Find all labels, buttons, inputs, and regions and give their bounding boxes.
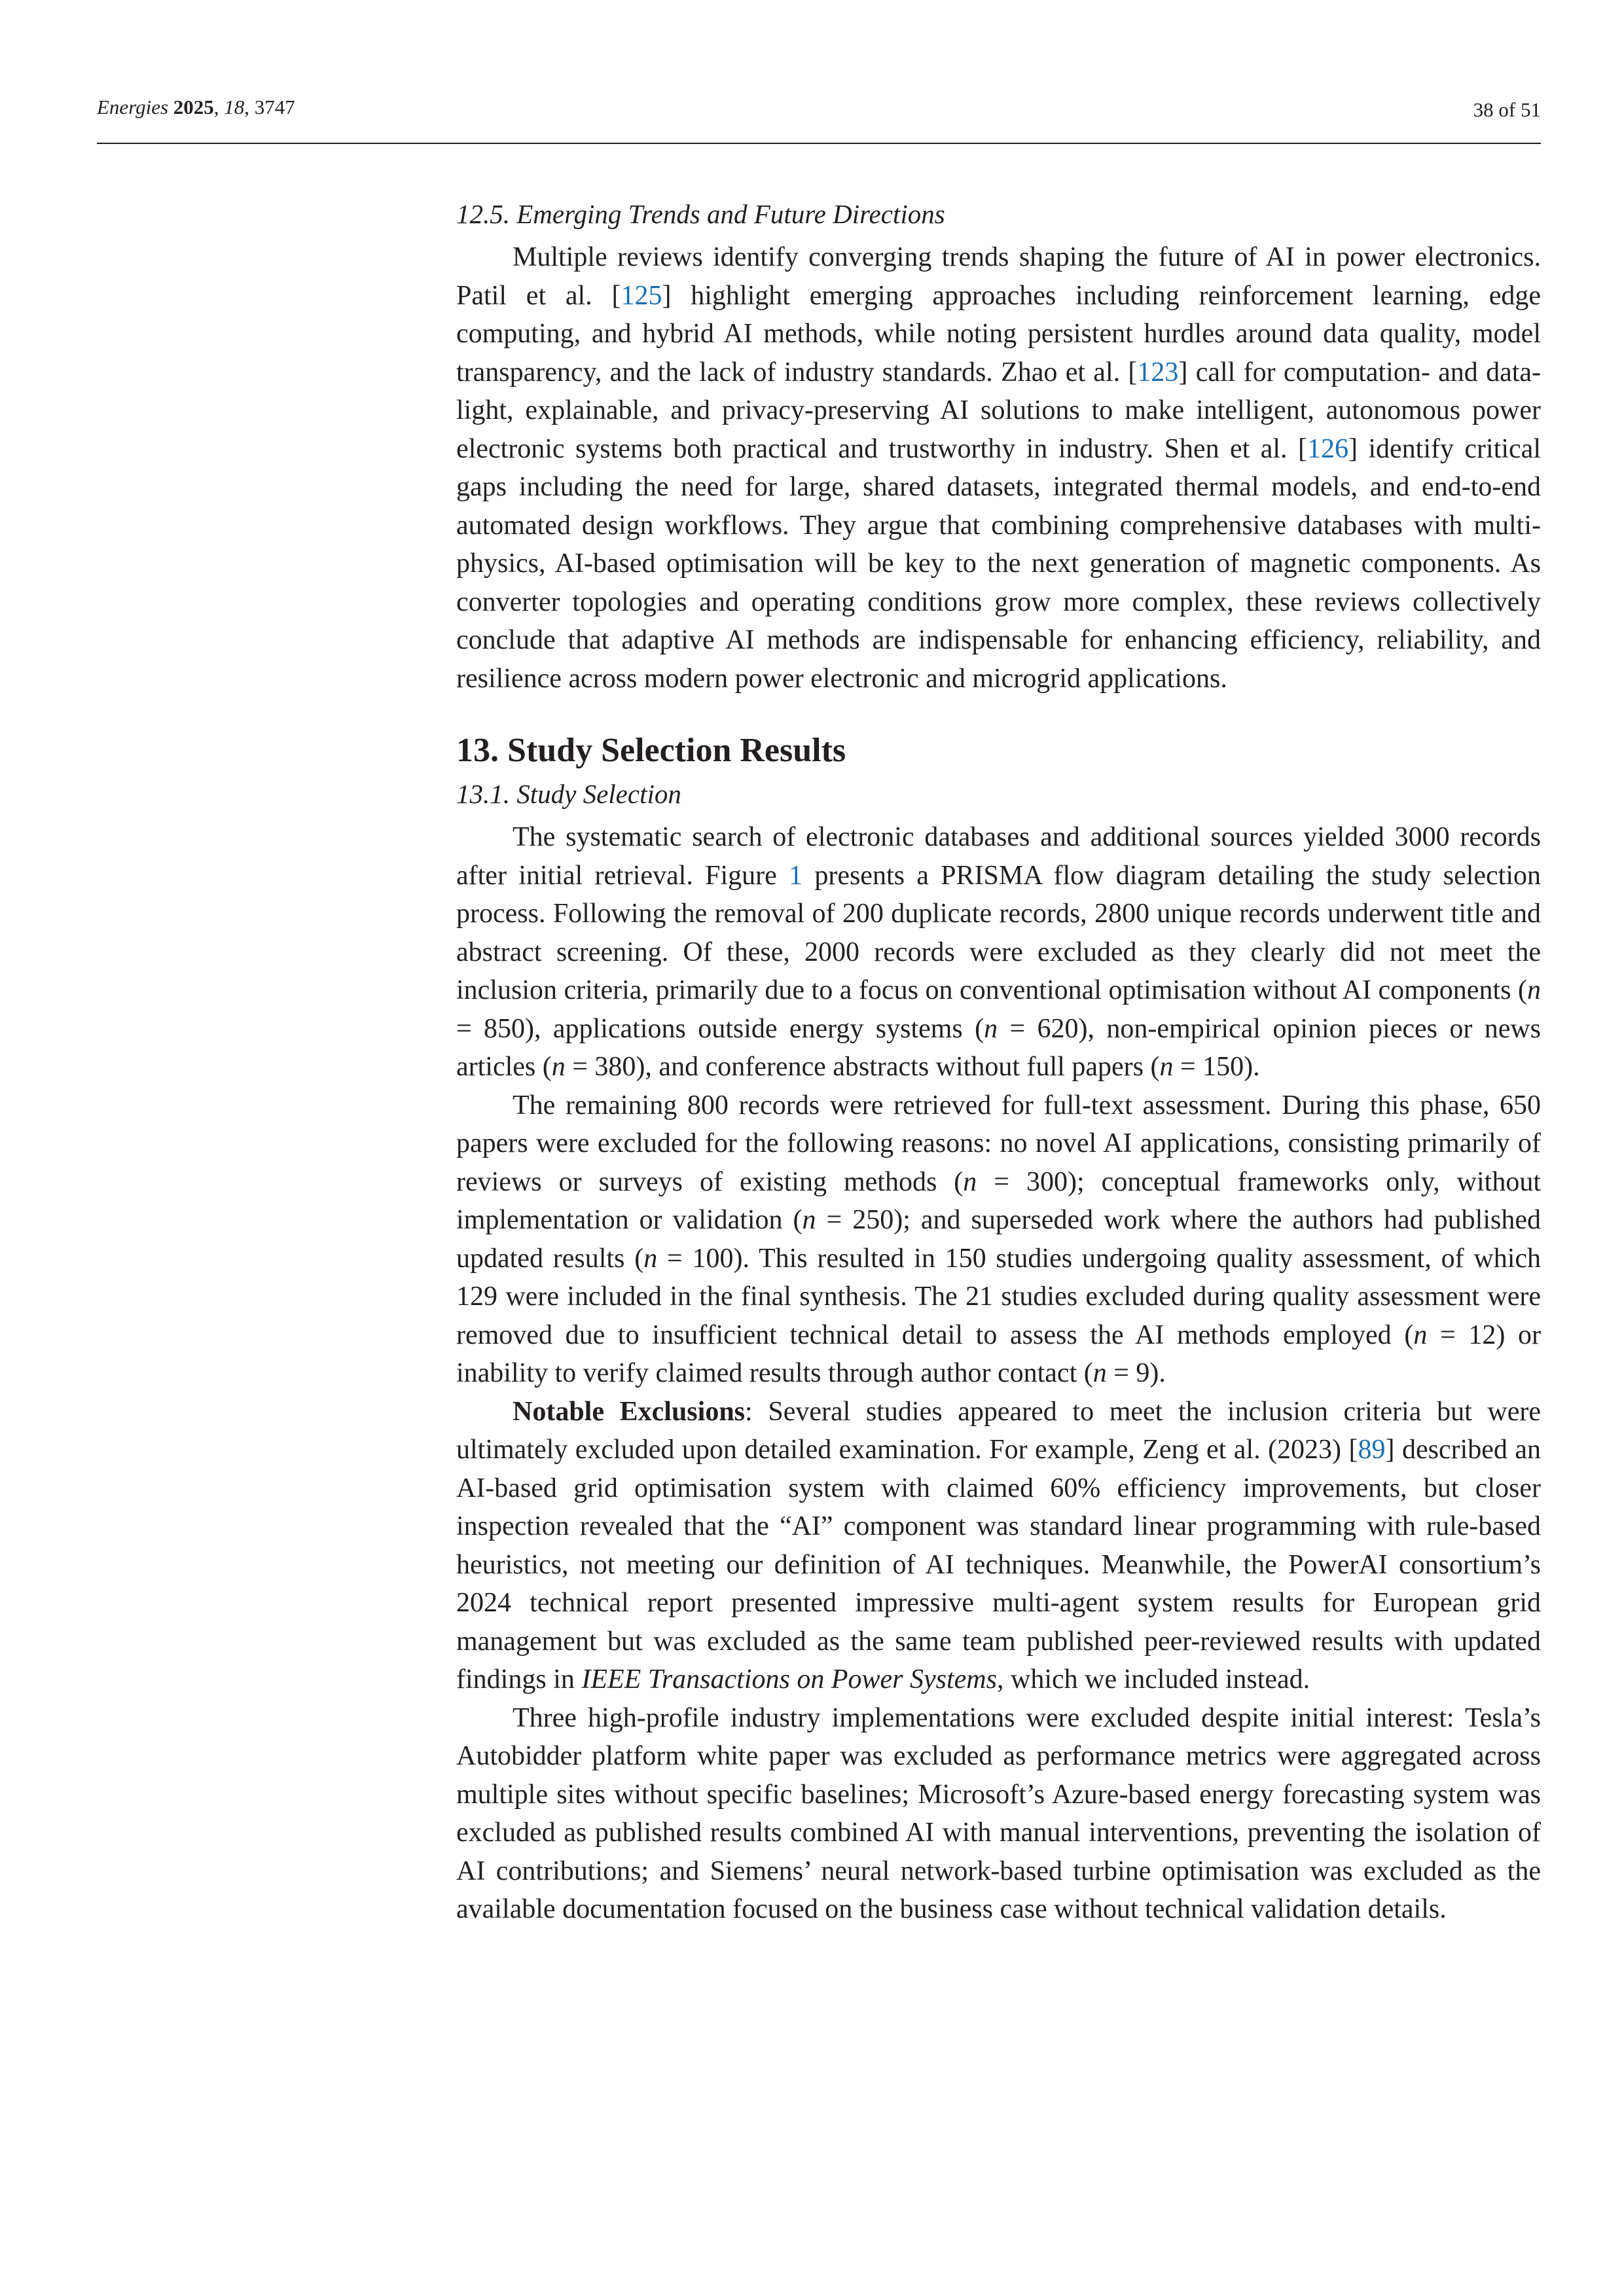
paragraph-notable-exclusions: Notable Exclusions: Several studies appeared to meet the inclusion criteria but were ultimately excluded upon detailed examination. For example, Zeng et al. (2023) [89] described an AI-based grid optimisation system with claimed 60% efficiency improvements, but closer inspection revealed that the “AI” component was standard linear programming with rule-based heuristics, not meeting our definition of AI techniques. Meanwhile, the PowerAI consortium’s 2024 technical report presented impressive multi-agent system results for European grid management but was excluded as the same team published peer-reviewed results with updated findings in IEEE Transactions on Power Systems, which we included instead. — [456, 1396, 1541, 1695]
article-number: 3747 — [254, 96, 295, 118]
citation-link[interactable]: 125 — [621, 280, 662, 311]
citation-link[interactable]: 126 — [1307, 433, 1348, 464]
journal-name: Energies — [97, 96, 169, 118]
page-body — [456, 195, 1541, 1929]
paragraph-search-results: The systematic search of electronic databases and additional sources yielded 3000 records after initial retrieval. Figure 1 presents a PRISMA flow diagram detailing the study selection process. Following the removal of 200 duplicate records, 2800 unique records underwent title and abstract screening. Of these, 2000 records were excluded as they clearly did not meet the inclusion criteria, primarily due to a focus on conventional optimisation without AI components (n = 850), applications outside energy systems (n = 620), non-empirical opinion pieces or news articles (n = 380), and conference abstracts without full papers (n = 150). — [456, 822, 1542, 1082]
journal-year: 2025 — [173, 96, 214, 118]
paragraph-full-text-assessment: The remaining 800 records were retrieved for full-text assessment. During this phase, 650 papers were excluded for the following reasons: no novel AI applications, consisting primarily of reviews or surveys of existing methods (n = 300); conceptual frameworks only, without implementation or validation (n = 250); and superseded work where the authors had published updated results (n = 100). This resulted in 150 studies undergoing quality assessment, of which 129 were included in the final synthesis. The 21 studies excluded during quality assessment were removed due to insufficient technical detail to assess the AI methods employed (n = 12) or inability to verify claimed results through author contact (n = 9). — [456, 1090, 1541, 1388]
journal-citation: Energies 2025, 18, 3747 — [97, 96, 295, 118]
citation-link[interactable]: 123 — [1137, 357, 1179, 387]
section-title-13: 13. Study Selection Results — [456, 732, 846, 769]
subsection-title-13-1: 13.1. Study Selection — [456, 779, 681, 809]
citation-link[interactable]: 89 — [1358, 1435, 1386, 1465]
journal-title-italic: IEEE Transactions on Power Systems — [581, 1664, 997, 1695]
figure-link[interactable]: 1 — [789, 860, 803, 891]
subsection-title-12-5: 12.5. Emerging Trends and Future Directions — [456, 199, 945, 229]
page-number: 38 of 51 — [1473, 98, 1541, 121]
paragraph-emerging-trends: Multiple reviews identify converging trends shaping the future of AI in power electronics. Patil et al. [125] highlight emerging approaches including reinforcement learning, edge computing, and hybrid AI methods, while noting persistent hurdles around data quality, model transparency, and the lack of industry standards. Zhao et al. [123] call for computation- and data-light, explainable, and privacy-preserving AI solutions to make intelligent, autonomous power electronic systems both practical and trustworthy in industry. Shen et al. [126] identify critical gaps including the need for large, shared datasets, integrated thermal models, and end-to-end automated design workflows. They argue that combining comprehensive databases with multi-physics, AI-based optimisation will be key to the next generation of magnetic components. As converter topologies and operating conditions grow more complex, these reviews collectively conclude that adaptive AI methods are indispensable for enhancing efficiency, reliability, and resilience across modern power electronic and microgrid applications. — [456, 242, 1542, 694]
journal-volume: 18 — [224, 96, 245, 118]
notable-exclusions-heading: Notable Exclusions — [513, 1396, 746, 1427]
paragraph-industry-exclusions: Three high-profile industry implementations were excluded despite initial interest: Tesla’s Autobidder platform white paper was excluded as performance metrics were aggregated across multiple sites without specific baselines; Microsoft’s Azure-based energy forecasting system was excluded as published results combined AI with manual interventions, preventing the isolation of AI contributions; and Siemens’ neural network-based turbine optimisation was excluded as the available documentation focused on the business case without technical validation details. — [456, 1702, 1541, 1924]
running-header — [97, 90, 1541, 144]
